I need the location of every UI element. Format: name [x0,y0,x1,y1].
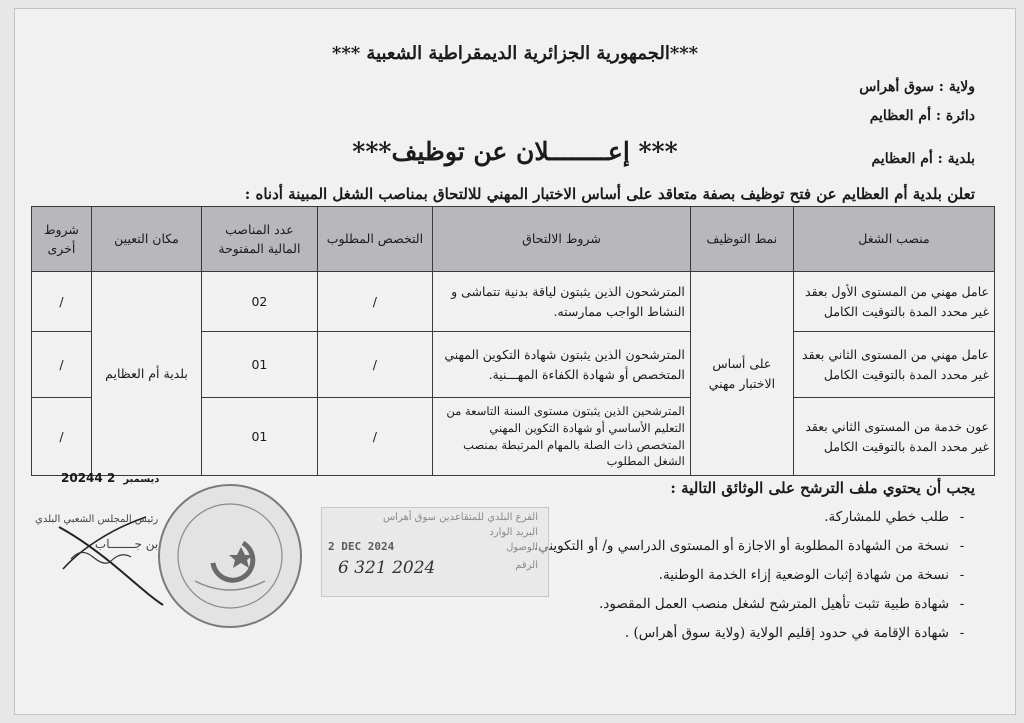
cell-count: 01 [202,332,317,398]
cell-other: / [32,332,92,398]
cell-other: / [32,272,92,332]
stamp-line: الفرع البلدي للمتقاعدين سوق أهراس [382,512,538,523]
cell-count: 02 [202,272,317,332]
cell-count: 01 [202,398,317,476]
signature-date: 2024 ديسمبر2 4 [61,471,160,485]
incoming-mail-stamp [321,507,549,597]
cell-mode: على أساس الاختبار مهني [690,272,793,476]
stamp-line: الرقم [515,560,538,571]
cell-position: عون خدمة من المستوى الثاني بعقد غير محدد المدة بالتوقيت الكامل [793,398,994,476]
daira-label: دائرة : أم العظايم [869,108,975,124]
signer-name: بن جـــــــاب [94,537,159,551]
baladia-label: بلدية : أم العظايم [871,151,975,167]
cell-conditions: المترشحون الذين يثبتون شهادة التكوين المهني المتخصص أو شهادة الكفاءة المهـــنية. [433,332,691,398]
cell-position: عامل مهني من المستوى الثاني بعقد غير محدد المدة بالتوقيت الكامل [793,332,994,398]
header-conditions: شروط الالتحاق [433,207,691,272]
cell-conditions: المترشحين الذين يثبتون مستوى السنة التاسعة من التعليم الأساسي أو شهادة التكوين المهني المتخصص ذات الصلة بالمهام المرتبطة بمنصب الشغل المطلوب [433,398,691,476]
header-mode: نمط التوظيف [690,207,793,272]
table-row [32,272,995,332]
cell-place: بلدية أم العظايم [91,272,201,476]
header-specialty: التخصص المطلوب [317,207,432,272]
header-other: شروط أخرى [32,207,92,272]
stamp-line: الوصول [506,542,538,553]
cell-conditions: المترشحون الذين يثبتون لياقة بدنية تتماشى و النشاط الواجب ممارسته. [433,272,691,332]
list-item: -طلب خطي للمشاركة. [824,509,965,525]
list-item: -شهادة طبية تثبت تأهيل المترشح لشغل منصب العمل المقصود. [599,596,965,612]
cell-specialty: / [317,398,432,476]
stamp-line: البريد الوارد [489,527,538,538]
signer-title: رئيس المجلس الشعبي البلدي [35,514,159,525]
table-header-row [32,207,995,272]
official-seal-icon [155,481,305,631]
republic-header: ***الجمهورية الجزائرية الديمقراطية الشعبية *** [331,43,699,64]
documents-heading: يجب أن يحتوي ملف الترشح على الوثائق التالية : [670,479,975,497]
header-place: مكان التعيين [91,207,201,272]
stamp-number: 6 321 2024 [338,558,436,578]
list-item: -نسخة من شهادة إثبات الوضعية إزاء الخدمة الوطنية. [658,567,965,583]
documents-list [534,503,975,648]
handwritten-signature-icon [51,509,171,609]
announcement-intro: تعلن بلدية أم العظايم عن فتح توظيف بصفة متعاقد على أساس الاختبار المهني للالتحاق بمناصب الشغل المبينة أدناه : [244,185,975,203]
list-item: -نسخة من الشهادة المطلوبة أو الاجازة أو المستوى الدراسي و/ أو التكويني. [533,538,965,554]
header-position: منصب الشغل [793,207,994,272]
cell-other: / [32,398,92,476]
document-page [14,8,1016,715]
cell-position: عامل مهني من المستوى الأول بعقد غير محدد المدة بالتوقيت الكامل [793,272,994,332]
jobs-table [31,206,995,476]
announcement-title: *** إعــــــــلان عن توظيف*** [352,137,678,166]
cell-specialty: / [317,272,432,332]
cell-specialty: / [317,332,432,398]
wilaya-label: ولاية : سوق أهراس [859,79,975,95]
list-item: -شهادة الإقامة في حدود إقليم الولاية (ولاية سوق أهراس) . [624,625,965,641]
stamp-date: 2 DEC 2024 [328,540,395,553]
header-count: عدد المناصب المالية المفتوحة [202,207,317,272]
